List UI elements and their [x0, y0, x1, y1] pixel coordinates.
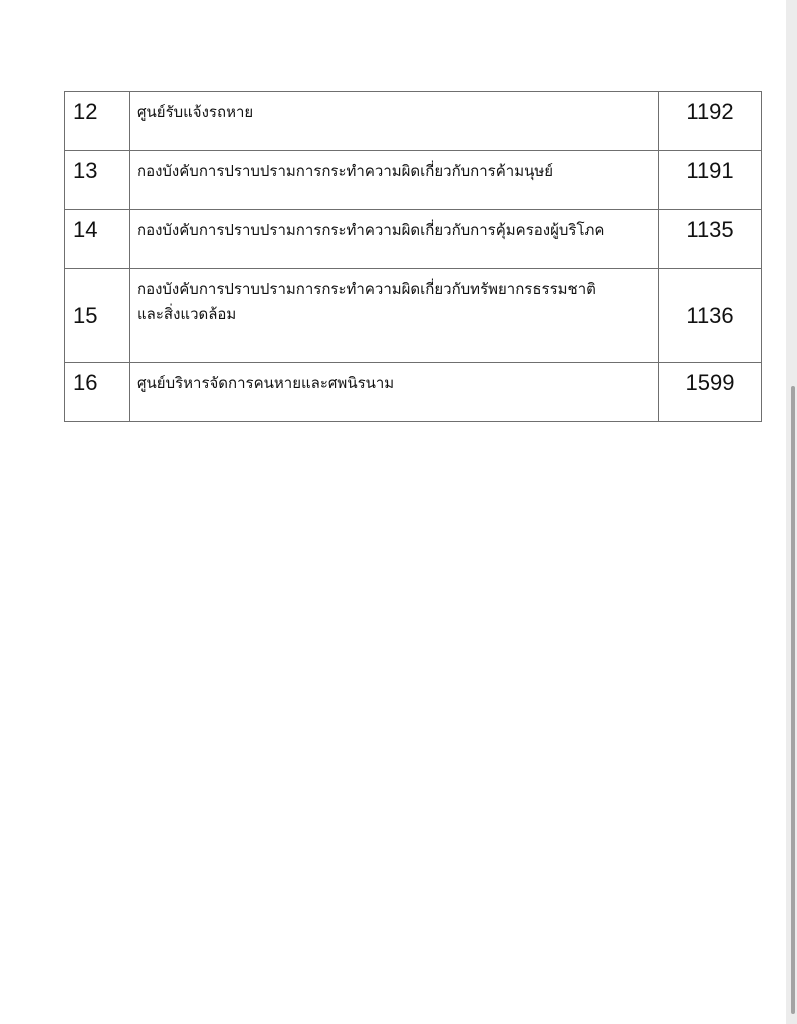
- agency-name: ศูนย์บริหารจัดการคนหายและศพนิรนาม: [130, 363, 659, 422]
- agency-name: [130, 269, 659, 363]
- agency-name: ศูนย์รับแจ้งรถหาย: [130, 92, 659, 151]
- agency-name: กองบังคับการปราบปรามการกระทำความผิดเกี่ยวกับการคุ้มครองผู้บริโภค: [130, 210, 659, 269]
- table-row: [65, 92, 762, 151]
- row-number: 16: [65, 363, 130, 422]
- hotline-number: 1599: [659, 363, 762, 422]
- table-row: [65, 269, 762, 363]
- table-row: [65, 210, 762, 269]
- row-number: 14: [65, 210, 130, 269]
- row-number: 12: [65, 92, 130, 151]
- row-number: 15: [65, 269, 130, 363]
- hotline-number: 1135: [659, 210, 762, 269]
- hotline-number: 1136: [659, 269, 762, 363]
- row-number: 13: [65, 151, 130, 210]
- hotline-number: 1191: [659, 151, 762, 210]
- scrollbar-thumb[interactable]: [791, 386, 795, 1014]
- table-row: [65, 363, 762, 422]
- agency-name-line-2: และสิ่งแวดล้อม: [137, 305, 237, 323]
- agency-name-line-1: กองบังคับการปราบปรามการกระทำความผิดเกี่ยวกับทรัพยากรธรรมชาติ: [137, 280, 596, 298]
- agency-name: กองบังคับการปราบปรามการกระทำความผิดเกี่ยวกับการค้ามนุษย์: [130, 151, 659, 210]
- hotline-number: 1192: [659, 92, 762, 151]
- table-row: [65, 151, 762, 210]
- hotline-table: [64, 91, 762, 422]
